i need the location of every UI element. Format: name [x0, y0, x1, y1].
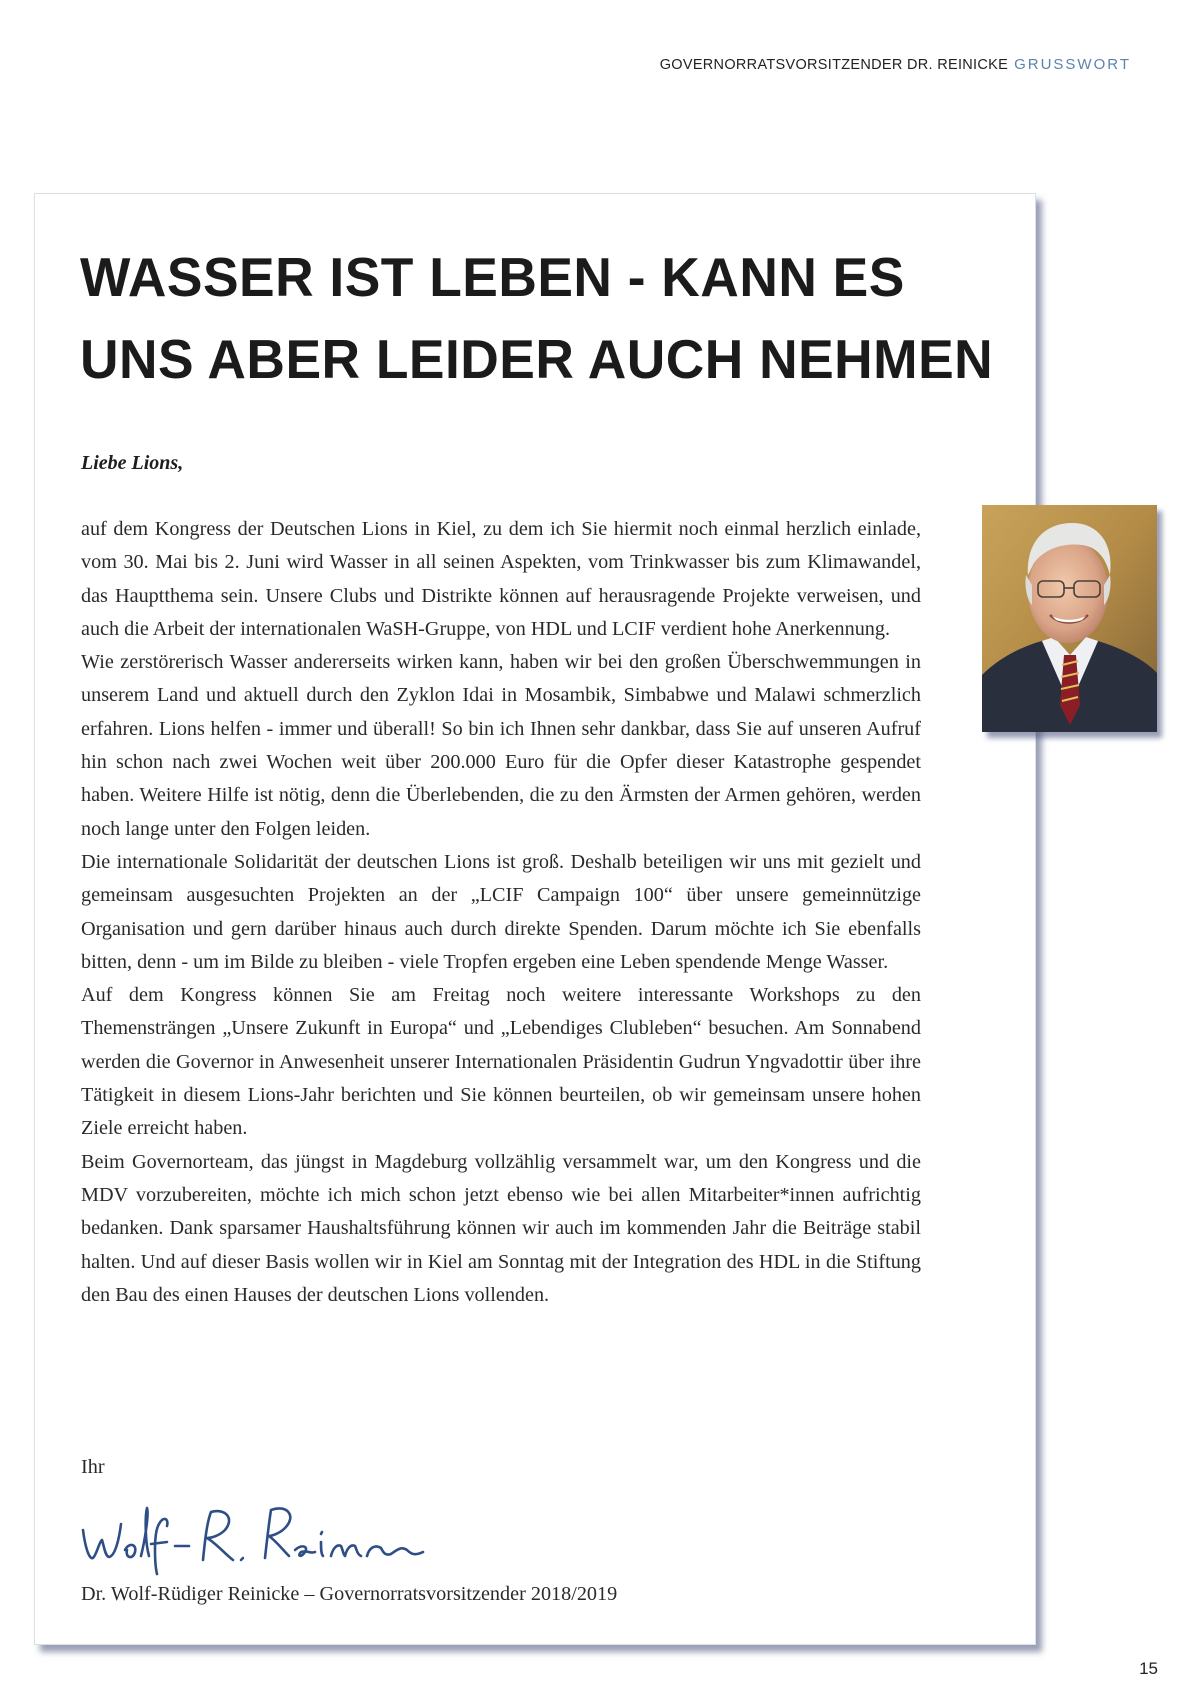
paragraph: Auf dem Kongress können Sie am Freitag noch weitere interessante Workshops zu den Themensträngen „Unsere Zukunft in Europa“ und „Lebendiges Clubleben“ besuchen. Am Sonnabend werden die Governor in Anwesenheit unserer Internationalen Präsidentin Gudrun Yngvadottir über ihre Tätigkeit in diesem Lions-Jahr berichten und Sie können beurteilen, ob wir gemeinsam unsere hohen Ziele erreicht haben. [81, 984, 921, 1140]
paragraph: auf dem Kongress der Deutschen Lions in Kiel, zu dem ich Sie hiermit noch einmal herzlich einlade, vom 30. Mai bis 2. Juni wird Wasser in all seinen Aspekten, vom Trinkwasser bis zum Klimawandel, das Hauptthema sein. Unsere Clubs und Distrikte können auf herausragende Projekte verweisen, und auch die Arbeit der internationalen WaSH-Gruppe, von HDL und LCIF verdient hohe Anerkennung. [81, 518, 921, 640]
headline-line-1: WASSER IST LEBEN - KANN ES [80, 246, 905, 308]
running-header [660, 56, 1131, 73]
closing: Ihr [81, 1456, 105, 1478]
author-portrait [982, 505, 1157, 732]
paragraph: Beim Governorteam, das jüngst in Magdeburg vollzählig versammelt war, um den Kongress und die MDV vorzubereiten, möchte ich mich schon jetzt ebenso wie bei allen Mitarbeiter*innen aufrichtig bedanken. Dank sparsamer Haushaltsführung können wir auch im kommenden Jahr die Beiträge stabil halten. Und auf dieser Basis wollen wir in Kiel am Sonntag mit der Integration des HDL in die Stiftung den Bau des einen Hauses der deutschen Lions vollenden. [81, 1150, 921, 1306]
signature-image [75, 1494, 495, 1576]
portrait-photo [982, 505, 1157, 732]
article-body [81, 513, 921, 1312]
headline [80, 236, 993, 400]
salutation: Liebe Lions, [81, 452, 184, 474]
paragraph: Die internationale Solidarität der deutschen Lions ist groß. Deshalb beteiligen wir uns mit gezielt und gemeinsam ausgesuchten Projekten an der „LCIF Campaign 100“ über unsere gemeinnützige Organisation und gern darüber hinaus auch durch direkte Spenden. Darum möchte ich Sie ebenfalls bitten, denn - um im Bilde zu bleiben - viele Tropfen ergeben eine Leben spendende Menge Wasser. [81, 850, 921, 973]
handwritten-signature [75, 1494, 495, 1581]
headline-line-2: UNS ABER LEIDER AUCH NEHMEN [80, 328, 994, 390]
running-title: GOVERNORRATSVORSITZENDER DR. REINICKE [659, 57, 1009, 73]
section-label: GRUSSWORT [1014, 56, 1131, 73]
signoff: Dr. Wolf-Rüdiger Reinicke – Governorratsvorsitzender 2018/2019 [81, 1583, 618, 1605]
page-number: 15 [1139, 1659, 1158, 1678]
article-card [34, 193, 1036, 1645]
paragraph: Wie zerstörerisch Wasser andererseits wirken kann, haben wir bei den großen Überschwemmungen in unserem Land und aktuell durch den Zyklon Idai in Mosambik, Simbabwe und Malawi schmerzlich erfahren. Lions helfen - immer und überall! So bin ich Ihnen sehr dankbar, dass Sie auf unseren Aufruf hin schon nach zwei Wochen weit über 200.000 Euro für die Opfer dieser Katastrophe gespendet haben. Weitere Hilfe ist nötig, denn die Überlebenden, die zu den Ärmsten der Armen gehören, werden noch lange unter den Folgen leiden. [81, 651, 921, 840]
